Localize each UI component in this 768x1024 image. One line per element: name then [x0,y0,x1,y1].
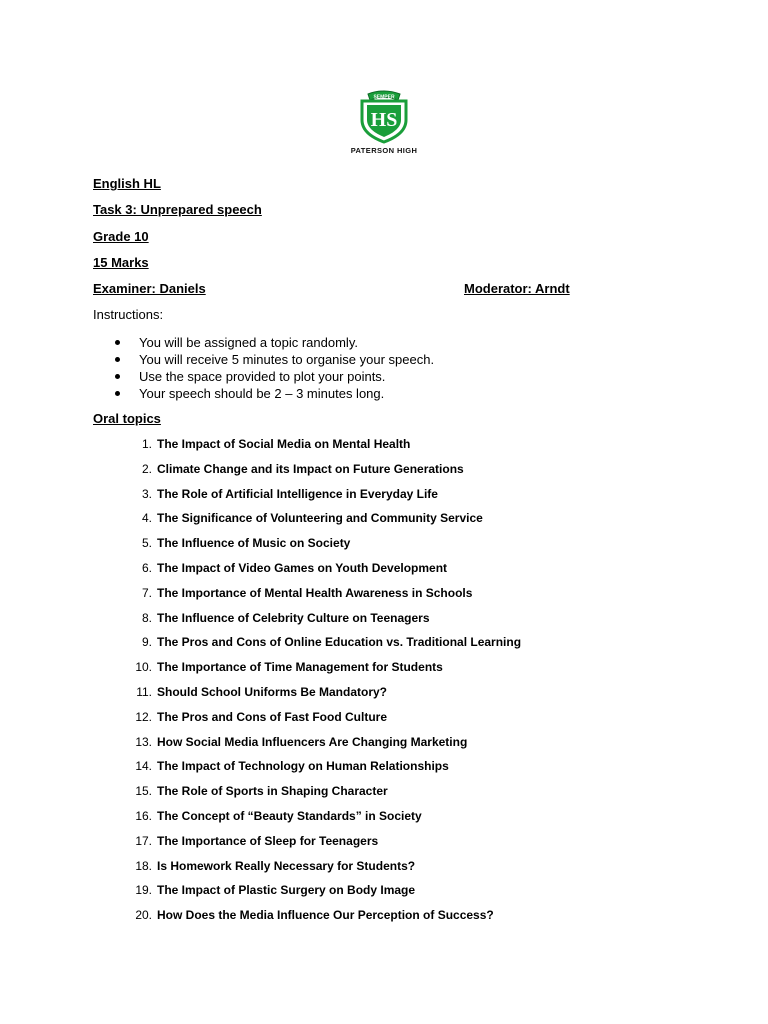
topic-item: 7. The Importance of Mental Health Awareness in Schools [141,585,473,600]
instruction-item: You will be assigned a topic randomly. [112,334,434,351]
instructions-label: Instructions: [93,307,164,322]
bullet-icon [115,340,120,345]
topic-item: 5. The Influence of Music on Society [141,536,351,551]
school-crest-icon [354,88,414,144]
bullet-icon [115,391,120,396]
school-logo [336,88,432,160]
topic-item: 15. The Role of Sports in Shaping Character [135,784,388,799]
topic-item: 9. The Pros and Cons of Online Education vs. Traditional Learning [141,635,522,650]
topic-item: 20. How Does the Media Influence Our Perception of Success? [135,908,494,923]
crest-banner-text: SEMPER [373,94,395,101]
grade-heading: Grade 10 [93,229,149,244]
topic-item: 3. The Role of Artificial Intelligence in Everyday Life [141,486,438,501]
instruction-item: Use the space provided to plot your points. [112,368,434,385]
topic-item: 2. Climate Change and its Impact on Future Generations [141,461,464,476]
topic-item: 11. Should School Uniforms Be Mandatory? [136,684,388,699]
topic-item: 13. How Social Media Influencers Are Changing Marketing [135,734,468,749]
topic-item: 8. The Influence of Celebrity Culture on Teenagers [141,610,430,625]
topic-item: 1. The Impact of Social Media on Mental Health [141,437,411,451]
topic-item: 10. The Importance of Time Management for Students [135,660,443,675]
instruction-item: You will receive 5 minutes to organise your speech. [112,351,434,368]
oral-topics-list [130,436,521,932]
marks-heading: 15 Marks [93,255,149,270]
instruction-item: Your speech should be 2 – 3 minutes long. [112,385,434,402]
topic-item: 17. The Importance of Sleep for Teenagers [135,833,379,848]
bullet-icon [115,374,120,379]
topic-item: 19. The Impact of Plastic Surgery on Body Image [135,883,416,898]
crest-monogram: HS [370,109,398,131]
bullet-icon [115,357,120,362]
subject-heading: English HL [93,176,161,191]
examiner-heading: Examiner: Daniels [93,281,206,296]
topic-item: 12. The Pros and Cons of Fast Food Culture [135,709,388,724]
topic-item: 16. The Concept of “Beauty Standards” in Society [135,808,422,823]
school-name: PATERSON HIGH [350,146,418,155]
moderator-heading: Moderator: Arndt [464,281,570,296]
topic-item: 14. The Impact of Technology on Human Relationships [135,759,449,774]
topic-item: 6. The Impact of Video Games on Youth Development [141,560,448,575]
task-heading: Task 3: Unprepared speech [93,202,262,217]
instructions-list [112,334,434,402]
topic-item: 4. The Significance of Volunteering and Community Service [141,511,483,526]
topic-item: 18. Is Homework Really Necessary for Students? [135,858,416,873]
oral-topics-heading: Oral topics [93,411,161,426]
